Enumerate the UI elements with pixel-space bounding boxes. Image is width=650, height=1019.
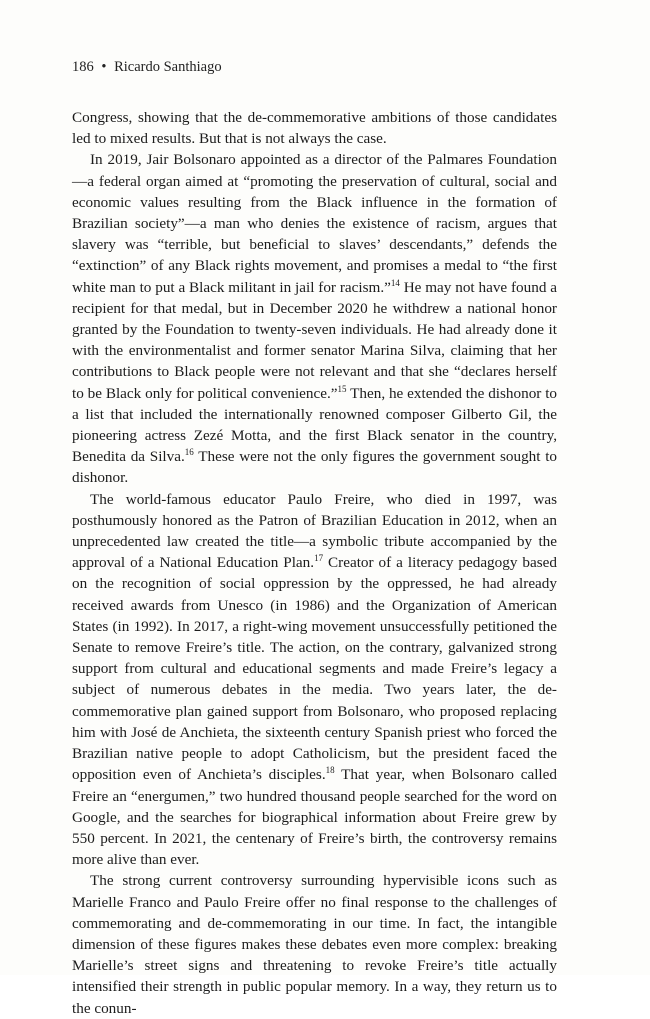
text-run: He may not have found a recipient for that medal, but in December 2020 he withdrew a national honor granted by the Foundation to twenty-seven individuals. He had already done it with the environmentalist and former senator Marina Silva, claiming that her contributions to Black people were not relevant and that she “declares herself to be Black only for political convenience.” [72, 278, 557, 402]
paragraph [72, 107, 557, 149]
text-run: That year, when Bolsonaro called Freire an “energumen,” two hundred thousand people searched for the word on Google, and the searches for biographical information about Freire grew by 550 percent. In 2021, the centenary of Freire’s birth, the controversy remains more alive than ever. [72, 766, 557, 869]
paragraph [72, 489, 557, 871]
text-run: Then, he extended the dishonor to a list that included the internationally renowned composer Gilberto Gil, the pioneering actress Zezé Motta, and the first Black senator in the country, Benedita da Silva. [72, 384, 558, 466]
footnote-ref: 17 [314, 553, 324, 564]
text-run: Creator of a literacy pedagogy based on the recognition of social oppression by the oppressed, he had already received awards from Unesco (in 1986) and the Organization of American States (in 1992). In 2017, a right-wing movement unsuccessfully petitioned the Senate to remove Freire’s title. The action, on the contrary, galvanized strong support from cultural and educational segments and made Freire’s legacy a subject of numerous debates in the media. Two years later, the de-commemorative plan gained support from Bolsonaro, who proposed replacing him with José de Anchieta, the sixteenth century Spanish priest who forced the Brazilian native people to adopt Catholicism, but the president faced the opposition even of Anchieta’s disciples. [72, 554, 557, 784]
paragraph [72, 149, 557, 488]
text-run: The world-famous educator Paulo Freire, who died in 1997, was posthumously honored as the Patron of Brazilian Education in 2012, when an unprecedented law created the title—a symbolic tribute accompanied by the approval of a National Education Plan. [72, 490, 557, 572]
author-name: Ricardo Santhiago [114, 59, 222, 75]
page-number: 186 [72, 59, 94, 75]
footnote-ref: 18 [325, 765, 335, 776]
body-text [72, 107, 557, 1019]
text-run: Congress, showing that the de-commemorative ambitions of those candidates led to mixed results. But that is not always the case. [72, 109, 557, 148]
footnote-ref: 15 [337, 383, 347, 394]
paragraph [72, 870, 557, 1018]
footnote-ref: 14 [390, 277, 400, 288]
footnote-ref: 16 [184, 447, 194, 458]
bullet-separator: • [101, 59, 107, 75]
running-head [72, 58, 222, 76]
text-run: The strong current controversy surrounding hypervisible icons such as Marielle Franco and Paulo Freire offer no final response to the challenges of commemorating and de-commemorating in our time. In fact, the intangible dimension of these figures makes these debates even more complex: breaking Marielle’s street signs and threatening to revoke Freire’s title actually intensified their strength in public popular memory. In a way, they return us to the conun- [72, 872, 557, 1017]
text-run: These were not the only figures the government sought to dishonor. [72, 448, 558, 487]
text-run: In 2019, Jair Bolsonaro appointed as a director of the Palmares Foundation—a federal organ aimed at “promoting the preservation of cultural, social and economic values resulting from the Black influence in the formation of Brazilian society”—a man who denies the existence of racism, argues that slavery was “terrible, but beneficial to slaves’ descendants,” defends the “extinction” of any Black rights movement, and promises a medal to “the first white man to put a Black militant in jail for racism.” [72, 151, 557, 296]
